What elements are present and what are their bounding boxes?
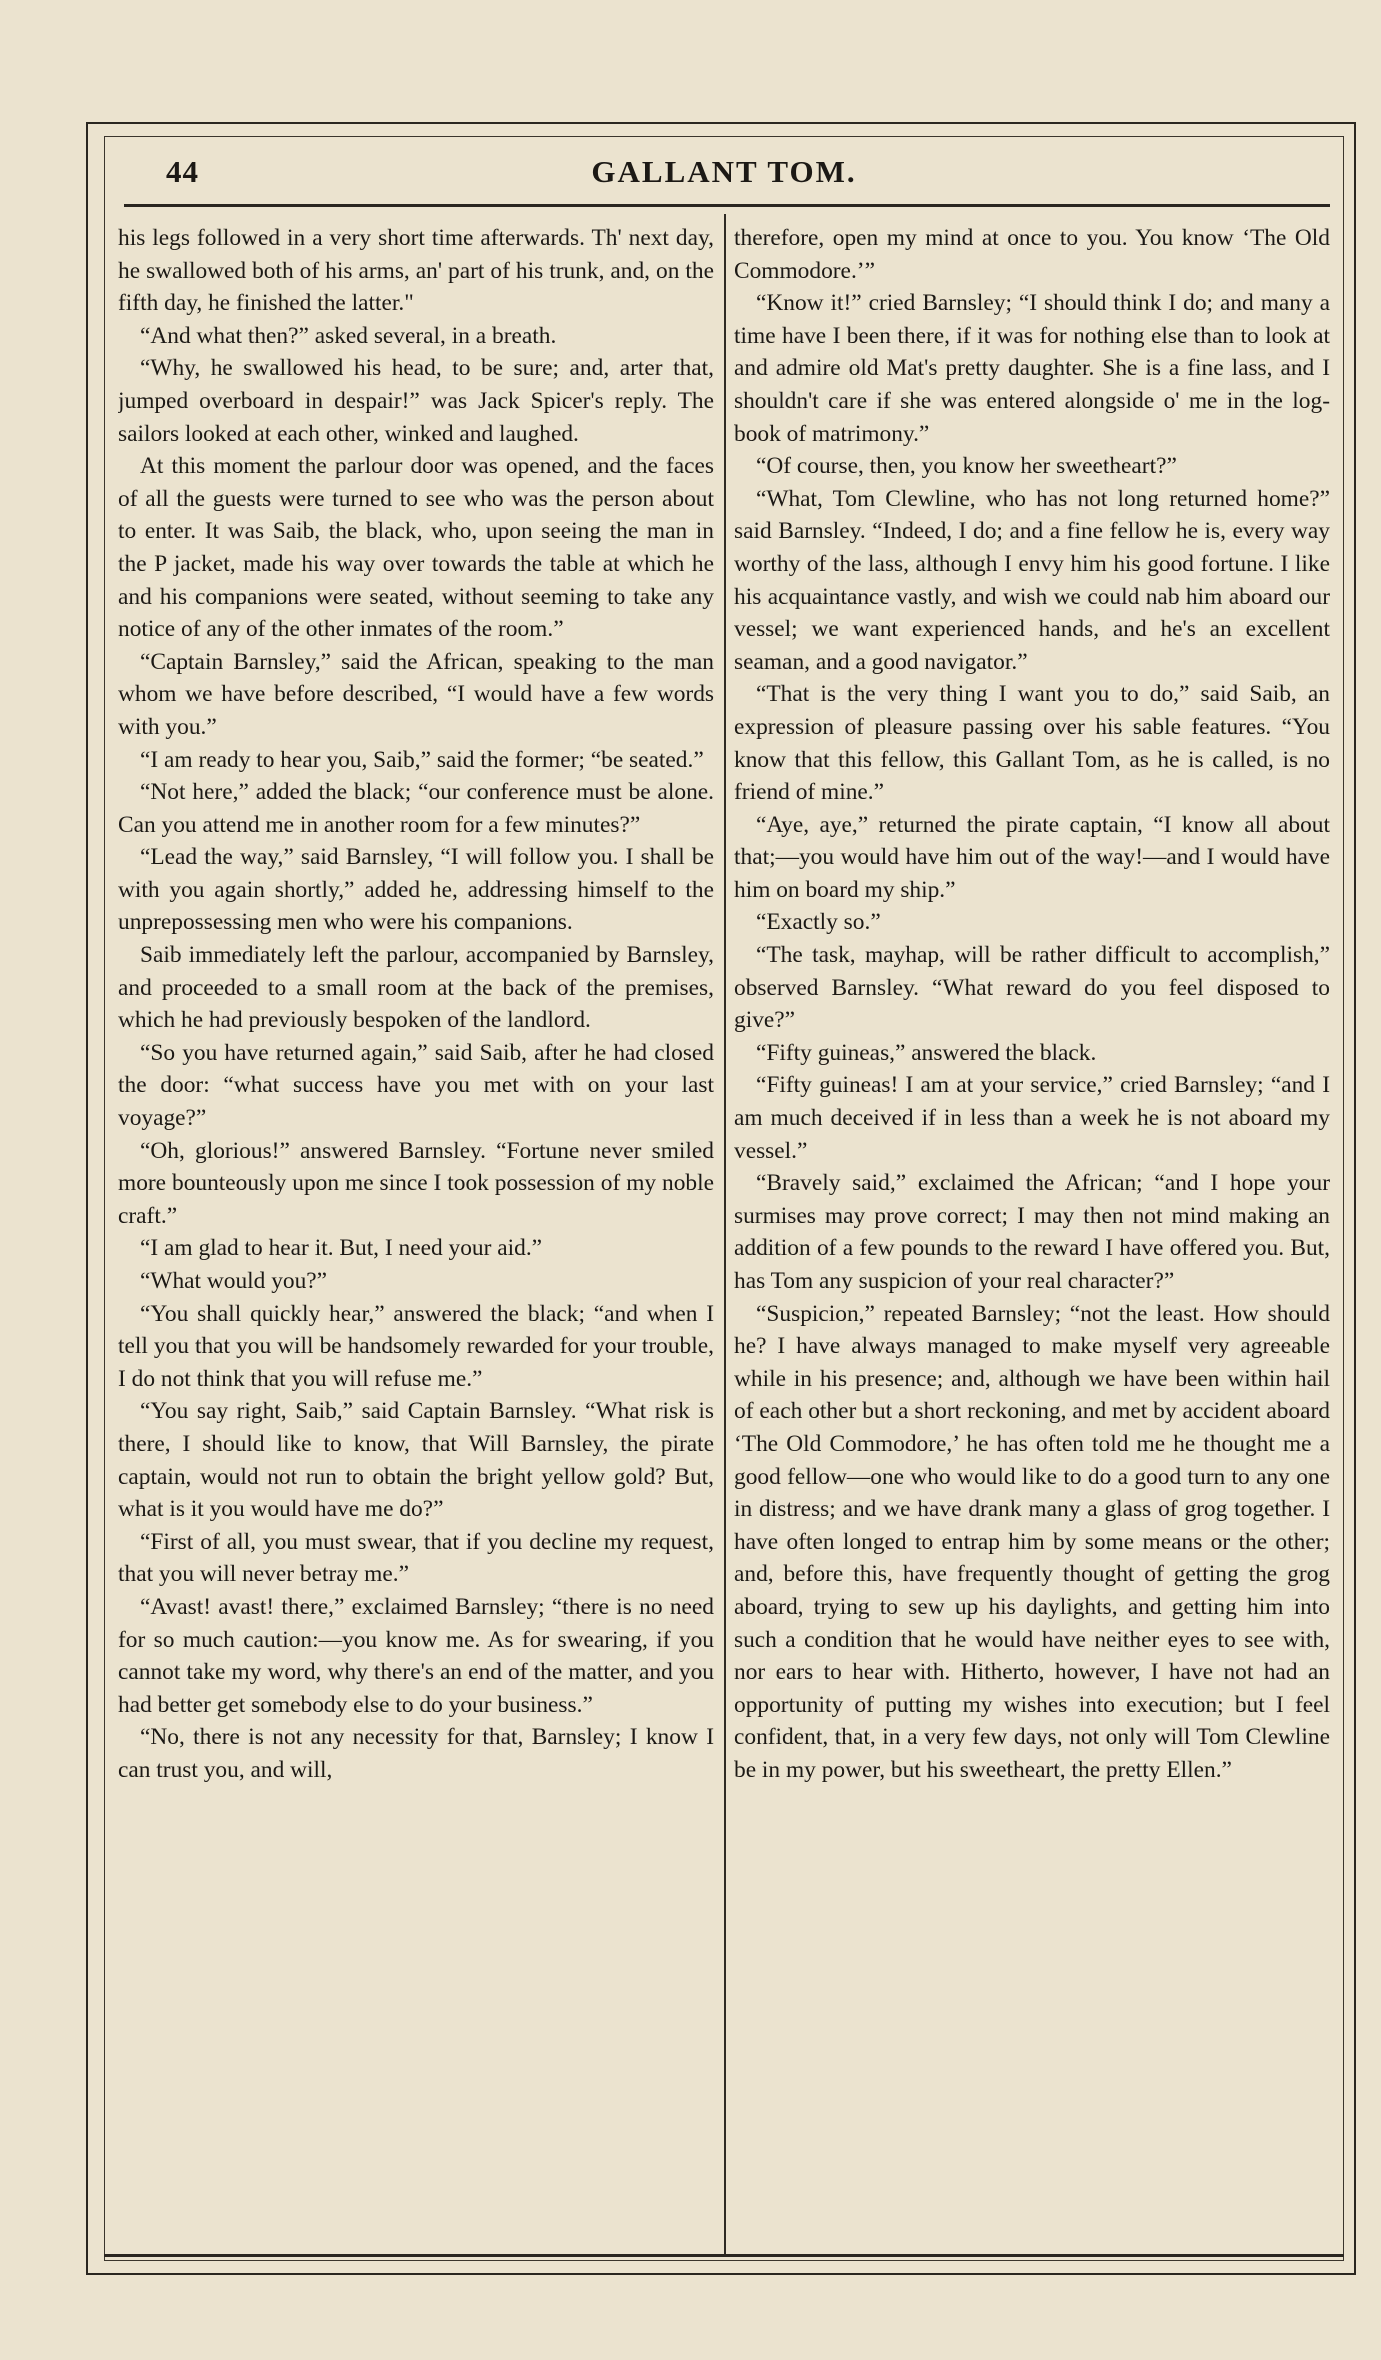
- header-rule: [124, 204, 1330, 207]
- running-title: GALLANT TOM.: [591, 154, 857, 189]
- paragraph: At this moment the parlour door was opened, and the faces of all the guests were turned to see who was the person about to enter. It was Saib, the black, who, upon seeing the man in the P jacket, made his way over towards the table at which he and his companions were seated, without seeming to take any notice of any of the other inmates of the room.”: [118, 453, 714, 643]
- paragraph: his legs followed in a very short time afterwards. Th' next day, he swallowed both of his arms, an' part of his trunk, and, on the fifth day, he finished the latter.": [118, 225, 714, 317]
- paragraph: “Avast! avast! there,” exclaimed Barnsley; “there is no need for so much caution:—you know me. As for swearing, if you cannot take my word, why there's an end of the matter, and you had better get somebody else to do your business.”: [118, 1593, 714, 1718]
- paragraph: “Of course, then, you know her sweetheart?”: [756, 453, 1177, 480]
- paragraph: “Bravely said,” exclaimed the African; “and I hope your surmises may prove correct; I may then not mind making an addition of a few pounds to the reward I have offered you. But, has Tom any suspicion of your real character?”: [734, 1170, 1330, 1294]
- paragraph: “The task, mayhap, will be rather difficult to accomplish,” observed Barnsley. “What reward do you feel disposed to give?”: [734, 942, 1330, 1034]
- paragraph: “Aye, aye,” returned the pirate captain, “I know all about that;—you would have him out of the way!—and I would have him on board my ship.”: [734, 811, 1330, 903]
- paragraph: “I am glad to hear it. But, I need your aid.”: [140, 1235, 543, 1262]
- paragraph: “That is the very thing I want you to do,” said Saib, an expression of pleasure passing over his sable features. “You know that this fellow, this Gallant Tom, as he is called, is no friend of mine.”: [734, 681, 1330, 806]
- paragraph: “What would you?”: [140, 1268, 328, 1294]
- paragraph: “No, there is not any necessity for that, Barnsley; I know I can trust you, and will,: [118, 1724, 714, 1783]
- paragraph: “Oh, glorious!” answered Barnsley. “Fortune never smiled more bounteously upon me since I took possession of my noble craft.”: [118, 1137, 714, 1229]
- paragraph: Saib immediately left the parlour, accompanied by Barnsley, and proceeded to a small room at the back of the premises, which he had previously bespoken of the landlord.: [118, 942, 714, 1034]
- left-column: [118, 222, 714, 2252]
- paragraph: therefore, open my mind at once to you. You know ‘The Old Commodore.’”: [734, 225, 1330, 284]
- paragraph: “First of all, you must swear, that if you decline my request, that you will never betray me.”: [118, 1528, 714, 1588]
- paragraph: “Know it!” cried Barnsley; “I should think I do; and many a time have I been there, if it was for nothing else than to look at and admire old Mat's pretty daughter. She is a fine lass, and I shouldn't care if she was entered alongside o' me in the log-book of matrimony.”: [734, 290, 1330, 447]
- bottom-rule: [104, 2254, 1344, 2257]
- page-header: [104, 148, 1344, 200]
- paragraph: “Fifty guineas,” answered the black.: [756, 1039, 1097, 1066]
- paragraph: “Lead the way,” said Barnsley, “I will follow you. I shall be with you again shortly,” added he, addressing himself to the unprepossessing men who were his companions.: [118, 844, 714, 936]
- paragraph: “Not here,” added the black; “our conference must be alone. Can you attend me in another room for a few minutes?”: [118, 779, 714, 838]
- paragraph: “I am ready to hear you, Saib,” said the former; “be seated.”: [140, 746, 704, 773]
- paragraph: “So you have returned again,” said Saib, after he had closed the door: “what success have you met with on your last voyage?”: [118, 1039, 714, 1132]
- paragraph: “Suspicion,” repeated Barnsley; “not the least. How should he? I have always managed to make myself very agreeable while in his presence; and, although we have been within hail of each other but a short reckoning, and met by accident aboard ‘The Old Commodore,’ he has often told me he thought me a good fellow—one who would like to do a good turn to any one in distress; and we have drank many a glass of grog together. I have often longed to entrap him by some means or the other; and, before this, have frequently thought of getting the grog aboard, trying to sew up his daylights, and getting him into such a condition that he would have neither eyes to see with, nor ears to hear with. Hitherto, however, I have not had an opportunity of putting my wishes into execution; but I feel confident, that, in a very few days, not only will Tom Clewline be in my power, but his sweetheart, the pretty Ellen.”: [734, 1300, 1330, 1783]
- right-column: [734, 222, 1330, 2252]
- paragraph: “What, Tom Clewline, who has not long returned home?” said Barnsley. “Indeed, I do; and a fine fellow he is, every way worthy of the lass, although I envy him his good fortune. I like his acquaintance vastly, and wish we could nab him aboard our vessel; we want experienced hands, and he's an excellent seaman, and a good navigator.”: [734, 485, 1330, 675]
- paragraph: “Captain Barnsley,” said the African, speaking to the man whom we have before described, “I would have a few words with you.”: [118, 648, 714, 740]
- paragraph: “Fifty guineas! I am at your service,” cried Barnsley; “and I am much deceived if in less than a week he is not aboard my vessel.”: [734, 1072, 1330, 1164]
- paragraph: “You shall quickly hear,” answered the black; “and when I tell you that you will be handsomely rewarded for your trouble, I do not think that you will refuse me.”: [118, 1300, 714, 1392]
- paragraph: “You say right, Saib,” said Captain Barnsley. “What risk is there, I should like to know, that Will Barnsley, the pirate captain, would not run to obtain the bright yellow gold? But, what is it you would have me do?”: [118, 1398, 714, 1523]
- paragraph: “And what then?” asked several, in a breath.: [140, 322, 557, 349]
- page-number: 44: [166, 154, 199, 189]
- column-divider: [724, 214, 726, 2254]
- paragraph: “Why, he swallowed his head, to be sure; and, arter that, jumped overboard in despair!” was Jack Spicer's reply. The sailors looked at each other, winked and laughed.: [118, 355, 714, 447]
- paragraph: “Exactly so.”: [756, 909, 881, 936]
